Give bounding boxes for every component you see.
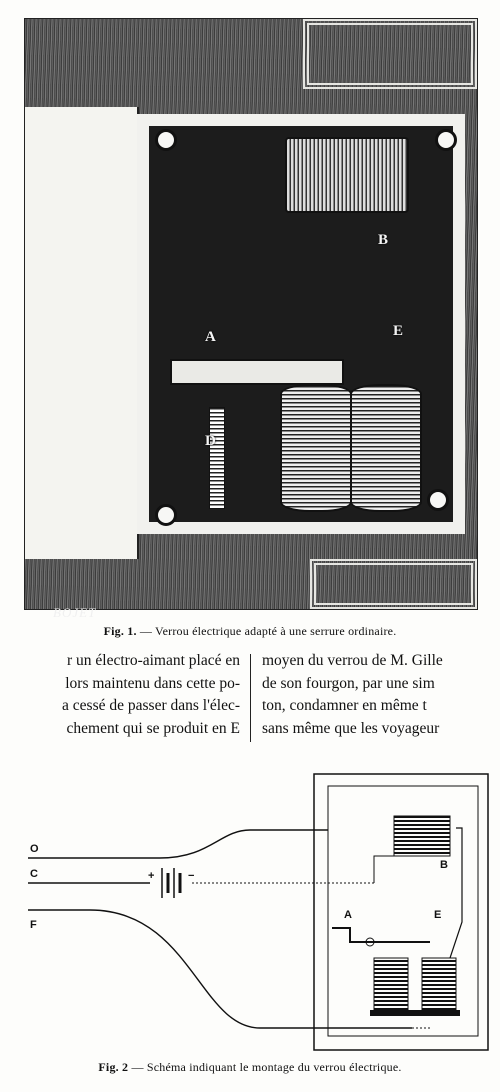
part-label-a: A xyxy=(344,909,352,921)
part-label-b: B xyxy=(440,859,448,871)
coil-b xyxy=(394,816,450,856)
text-line: ton, condamner en même t xyxy=(262,697,427,714)
label-e: E xyxy=(393,323,404,339)
coil-b xyxy=(285,137,409,213)
electromagnet-right xyxy=(422,958,456,1010)
door-panel-bottom xyxy=(310,559,477,609)
figure-2-caption-text: — Schéma indiquant le montage du verrou électrique. xyxy=(128,1060,402,1074)
screw-icon xyxy=(155,129,177,151)
battery-minus-label: − xyxy=(188,870,195,882)
figure-2-schematic xyxy=(10,772,492,1056)
part-label-e: E xyxy=(434,909,442,921)
text-column-right xyxy=(262,650,500,740)
figure-2-number: Fig. 2 xyxy=(98,1060,129,1074)
electromagnet-right xyxy=(350,384,422,512)
wire-label-c: C xyxy=(30,868,38,880)
spring-d xyxy=(209,407,225,509)
label-b: B xyxy=(378,232,389,248)
wire-f xyxy=(28,910,412,1028)
screw-icon xyxy=(155,504,177,526)
latch-a xyxy=(332,928,430,942)
wire-o xyxy=(28,830,328,858)
figure-1-caption xyxy=(0,624,500,639)
battery-plus-label: + xyxy=(148,870,155,882)
wire-label-f: F xyxy=(30,919,37,931)
figure-1-engraving xyxy=(24,18,478,620)
coil-b-lead xyxy=(374,856,394,883)
battery-icon xyxy=(162,868,180,898)
magnet-base xyxy=(370,1010,460,1016)
lock-plate xyxy=(25,107,139,559)
door-panel-top xyxy=(303,19,477,89)
schematic-svg xyxy=(10,772,492,1056)
column-divider xyxy=(250,654,251,742)
text-line: chement qui se produit en E xyxy=(66,719,240,737)
engraver-signature: BOJET xyxy=(53,605,97,620)
electromagnet-left xyxy=(374,958,408,1010)
latch-lever-a xyxy=(170,359,344,385)
text-column-left xyxy=(0,650,240,740)
text-line: de son fourgon, par une sim xyxy=(262,674,435,692)
contact-e xyxy=(450,828,462,958)
label-a: A xyxy=(205,329,216,345)
screw-icon xyxy=(427,489,449,511)
text-line: moyen du verrou de M. Gille xyxy=(262,652,443,669)
figure-1-number: Fig. 1. xyxy=(103,624,137,638)
label-d: D xyxy=(205,433,216,449)
electromagnet-left xyxy=(280,384,352,512)
text-line: r un électro-aimant placé en xyxy=(67,652,240,669)
screw-icon xyxy=(435,129,457,151)
figure-2-caption xyxy=(0,1060,500,1075)
wire-label-o: O xyxy=(30,843,39,855)
text-line: a cessé de passer dans l'élec- xyxy=(62,697,240,714)
text-line: sans même que les voyageur xyxy=(262,719,440,737)
figure-1-caption-text: — Verrou électrique adapté à une serrure ordinaire. xyxy=(136,624,397,638)
text-line: lors maintenu dans cette po- xyxy=(65,674,240,692)
